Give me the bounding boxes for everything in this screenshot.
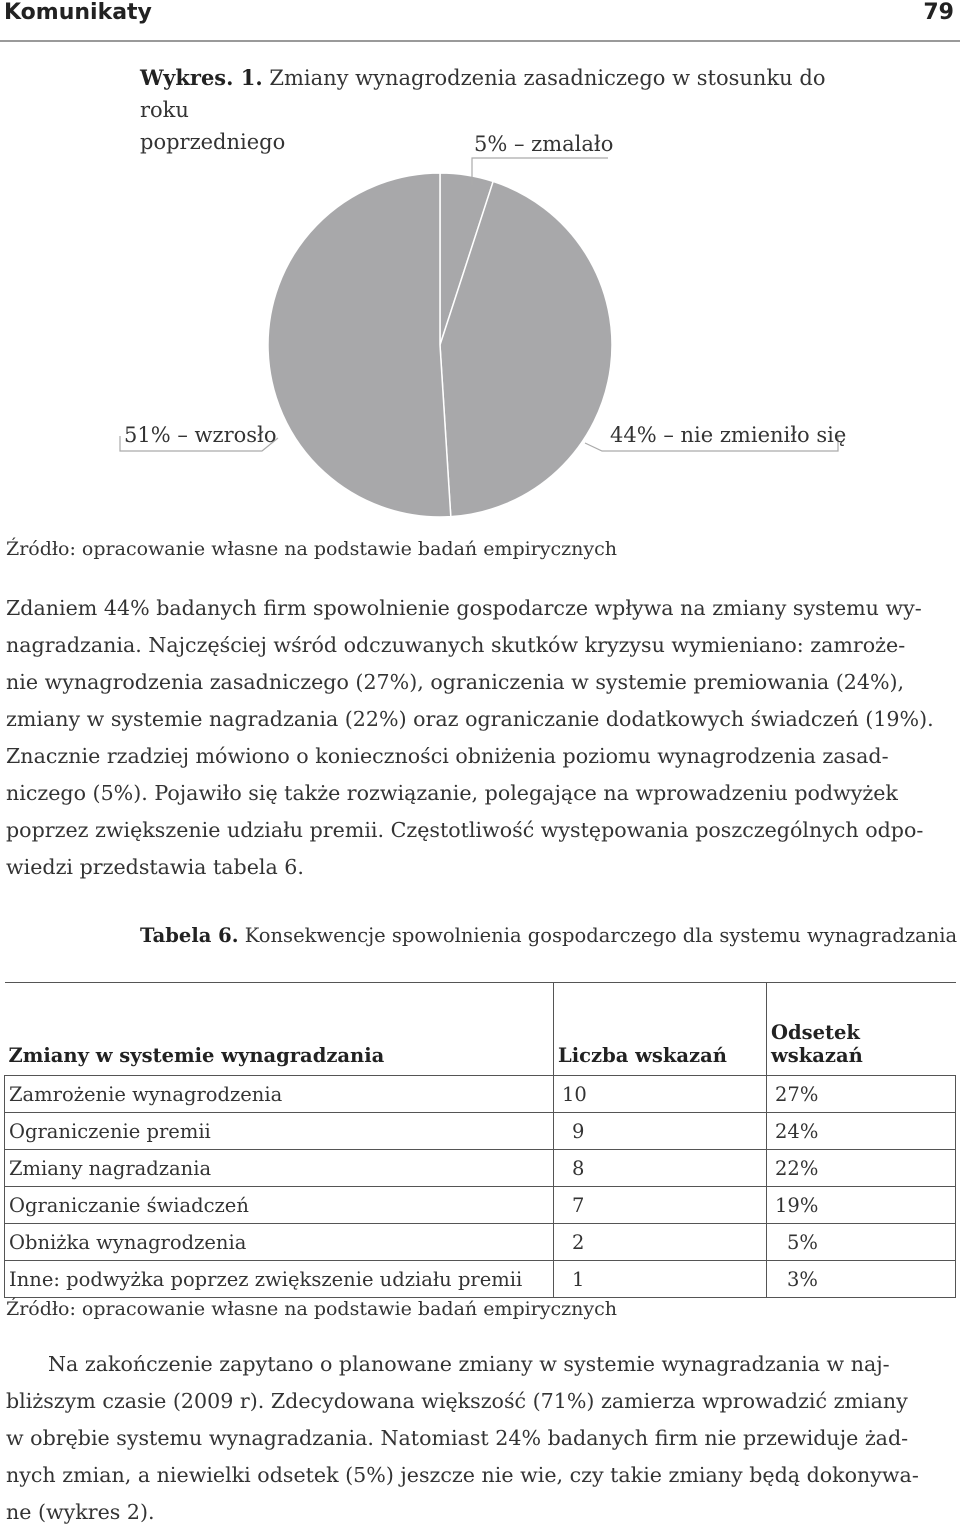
table-cell-count: 9 bbox=[554, 1113, 767, 1150]
paragraph-1-line: Zdaniem 44% badanych firm spowolnienie gospodarcze wpływa na zmiany systemu wy- bbox=[6, 596, 922, 620]
pie-label-zmalalo: 5% – zmalało bbox=[474, 132, 614, 156]
table-header-liczba: Liczba wskazań bbox=[554, 983, 767, 1076]
table-row bbox=[5, 1261, 956, 1298]
table-label: Tabela 6. bbox=[140, 924, 239, 947]
paragraph-1-line: nie wynagrodzenia zasadniczego (27%), ograniczenia w systemie premiowania (24%), bbox=[6, 670, 905, 694]
table-caption-text: Konsekwencje spowolnienia gospodarczego dla systemu wynagradzania bbox=[244, 924, 958, 947]
table-cell-label: Ograniczenie premii bbox=[5, 1113, 554, 1150]
table-row bbox=[5, 1224, 956, 1261]
paragraph-2-line: Na zakończenie zapytano o planowane zmiany w systemie wynagradzania w naj- bbox=[48, 1352, 890, 1376]
paragraph-2-line: w obrębie systemu wynagradzania. Natomiast 24% badanych firm nie przewiduje żad- bbox=[6, 1426, 909, 1450]
table-row bbox=[5, 1113, 956, 1150]
paragraph-2-line: nych zmian, a niewielki odsetek (5%) jeszcze nie wie, czy takie zmiany będą dokonywa- bbox=[6, 1463, 919, 1487]
figure-label: Wykres. 1. bbox=[140, 65, 263, 90]
table-cell-count: 7 bbox=[554, 1187, 767, 1224]
table-cell-label: Zmiany nagradzania bbox=[5, 1150, 554, 1187]
page-number: 79 bbox=[923, 0, 954, 25]
paragraph-2-line: ne (wykres 2). bbox=[6, 1500, 155, 1524]
figure-caption-line2: poprzedniego bbox=[140, 130, 286, 154]
table-header-zmiany: Zmiany w systemie wynagradzania bbox=[5, 983, 554, 1076]
table-cell-percent: 24% bbox=[767, 1113, 956, 1150]
table-cell-percent: 19% bbox=[767, 1187, 956, 1224]
table-row bbox=[5, 1076, 956, 1113]
table-cell-label: Zamrożenie wynagrodzenia bbox=[5, 1076, 554, 1113]
table-cell-label: Ograniczanie świadczeń bbox=[5, 1187, 554, 1224]
section-title: Komunikaty bbox=[4, 0, 152, 25]
table-source: Źródło: opracowanie własne na podstawie badań empirycznych bbox=[6, 1298, 618, 1320]
table-header-row bbox=[5, 983, 956, 1076]
figure-source: Źródło: opracowanie własne na podstawie badań empirycznych bbox=[6, 538, 618, 560]
table-row bbox=[5, 1187, 956, 1224]
paragraph-1 bbox=[6, 590, 954, 886]
table-cell-count: 8 bbox=[554, 1150, 767, 1187]
pie-chart bbox=[0, 120, 960, 530]
table-cell-count: 1 bbox=[554, 1261, 767, 1298]
pie-label-wzroslo: 51% – wzrosło bbox=[124, 423, 277, 447]
table-cell-percent: 27% bbox=[767, 1076, 956, 1113]
table-cell-percent: 5% bbox=[767, 1224, 956, 1261]
pie-label-nie-zmienilo: 44% – nie zmieniło się bbox=[610, 423, 847, 447]
table-header-odsetek: Odsetek wskazań bbox=[771, 1021, 863, 1067]
page-header bbox=[0, 0, 960, 42]
paragraph-1-line: nagradzania. Najczęściej wśród odczuwanych skutków kryzysu wymieniano: zamroże- bbox=[6, 633, 906, 657]
paragraph-1-line: niczego (5%). Pojawiło się także rozwiązanie, polegające na wprowadzeniu podwyżek bbox=[6, 781, 898, 805]
table-cell-count: 2 bbox=[554, 1224, 767, 1261]
table-cell-count: 10 bbox=[554, 1076, 767, 1113]
paragraph-1-line: Znacznie rzadziej mówiono o konieczności obniżenia poziomu wynagrodzenia zasad- bbox=[6, 744, 889, 768]
paragraph-1-line: zmiany w systemie nagradzania (22%) oraz ograniczanie dodatkowych świadczeń (19%). bbox=[6, 707, 934, 731]
pie-slice-wzroslo bbox=[268, 173, 451, 517]
table-cell-percent: 3% bbox=[767, 1261, 956, 1298]
table-row bbox=[5, 1150, 956, 1187]
table-cell-percent: 22% bbox=[767, 1150, 956, 1187]
paragraph-1-line: poprzez zwiększenie udziału premii. Częstotliwość występowania poszczególnych odpo- bbox=[6, 818, 924, 842]
table-cell-label: Obniżka wynagrodzenia bbox=[5, 1224, 554, 1261]
figure-caption-line1: Zmiany wynagrodzenia zasadniczego w stosunku do roku bbox=[140, 66, 826, 122]
table-cell-label: Inne: podwyżka poprzez zwiększenie udziału premii bbox=[5, 1261, 554, 1298]
paragraph-2 bbox=[6, 1346, 954, 1531]
data-table bbox=[4, 982, 956, 1298]
paragraph-1-line: wiedzi przedstawia tabela 6. bbox=[6, 855, 304, 879]
paragraph-2-line: bliższym czasie (2009 r). Zdecydowana większość (71%) zamierza wprowadzić zmiany bbox=[6, 1389, 908, 1413]
table-caption bbox=[140, 924, 960, 947]
